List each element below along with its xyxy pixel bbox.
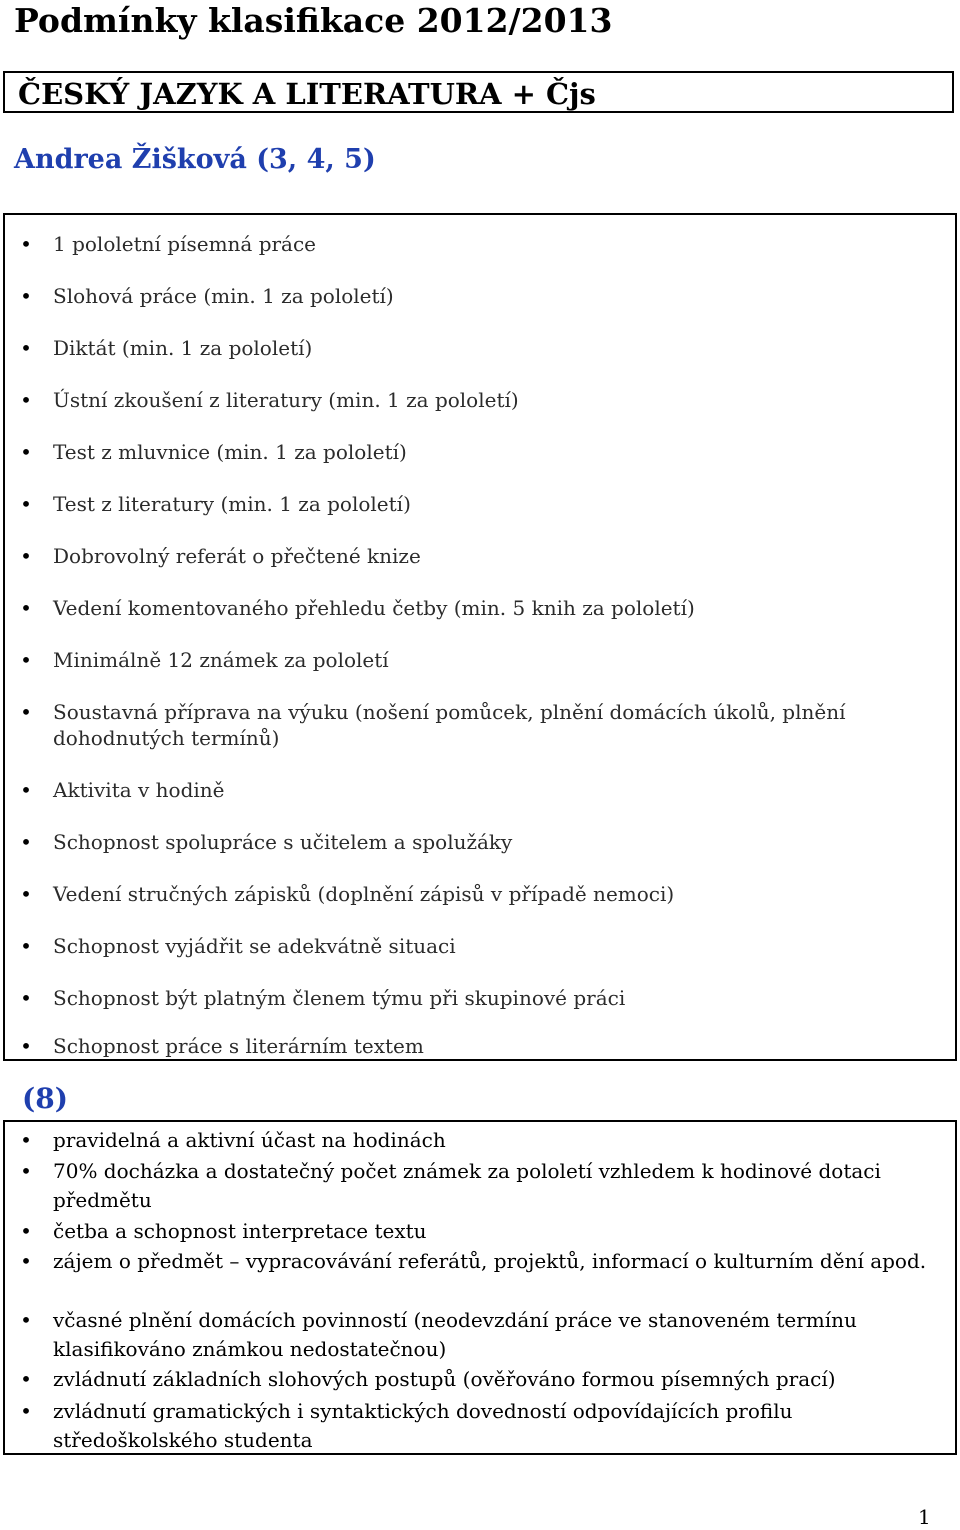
bullet-icon: • <box>20 596 32 620</box>
subject-box <box>3 71 954 113</box>
teacher-heading: Andrea Žišková (3, 4, 5) <box>14 144 376 175</box>
bullet-icon: • <box>20 1249 32 1273</box>
bullet-icon: • <box>20 1128 32 1152</box>
bullet-icon: • <box>20 492 32 516</box>
requirements-box: • pravidelná a aktivní účast na hodinách • 70% docházka a dostatečný počet známek za pololetí vzhledem k hodinové dotaci předmětu • četba a schopnost interpretace textu • zájem o předmět – vypracovávání referátů, projektů, informací o kulturním dění apod. • včasné plnění domácích povinností (neodevzdání práce ve stanoveném termínu klasifikováno známkou nedostatečnou) • zvládnutí základních slohových postupů (ověřováno formou písemných prací) • zvládnutí gramatických i syntaktických dovedností odpovídajících profilu středoškolského studenta <box>3 1120 957 1455</box>
bullet-icon: • <box>20 1034 32 1058</box>
bullet-icon: • <box>20 830 32 854</box>
bullet-icon: • <box>20 284 32 308</box>
bullet-icon: • <box>20 232 32 256</box>
subject-heading: ČESKÝ JAZYK A LITERATURA + Čjs <box>18 77 596 111</box>
bullet-icon: • <box>20 986 32 1010</box>
bullet-icon: • <box>20 336 32 360</box>
bullet-icon: • <box>20 1219 32 1243</box>
bullet-icon: • <box>20 1159 32 1183</box>
bullet-icon: • <box>20 648 32 672</box>
bullet-icon: • <box>20 544 32 568</box>
bullet-icon: • <box>20 1308 32 1332</box>
bullet-icon: • <box>20 778 32 802</box>
bullet-icon: • <box>20 1367 32 1391</box>
page-number: 1 <box>918 1505 931 1529</box>
bullet-icon: • <box>20 388 32 412</box>
bullet-icon: • <box>20 934 32 958</box>
bullet-icon: • <box>20 440 32 464</box>
section-label: (8) <box>22 1082 68 1115</box>
criteria-box: • 1 pololetní písemná práce • Slohová práce (min. 1 za pololetí) • Diktát (min. 1 za pololetí) • Ústní zkoušení z literatury (min. 1 za pololetí) • Test z mluvnice (min. 1 za pololetí) • Test z literatury (min. 1 za pololetí) • Dobrovolný referát o přečtené knize • Vedení komentovaného přehledu četby (min. 5 knih za pololetí) • Minimálně 12 známek za pololetí • Soustavná příprava na výuku (nošení pomůcek, plnění domácích úkolů, plnění dohodnutých termínů) • Aktivita v hodině • Schopnost spolupráce s učitelem a spolužáky • Vedení stručných zápisků (doplnění zápisů v případě nemoci) • Schopnost vyjádřit se adekvátně situaci • Schopnost být platným členem týmu při skupinové práci • Schopnost práce s literárním textem <box>3 213 957 1061</box>
bullet-icon: • <box>20 700 32 724</box>
document-title: Podmínky klasifikace 2012/2013 <box>14 1 613 40</box>
bullet-icon: • <box>20 1399 32 1423</box>
bullet-icon: • <box>20 882 32 906</box>
